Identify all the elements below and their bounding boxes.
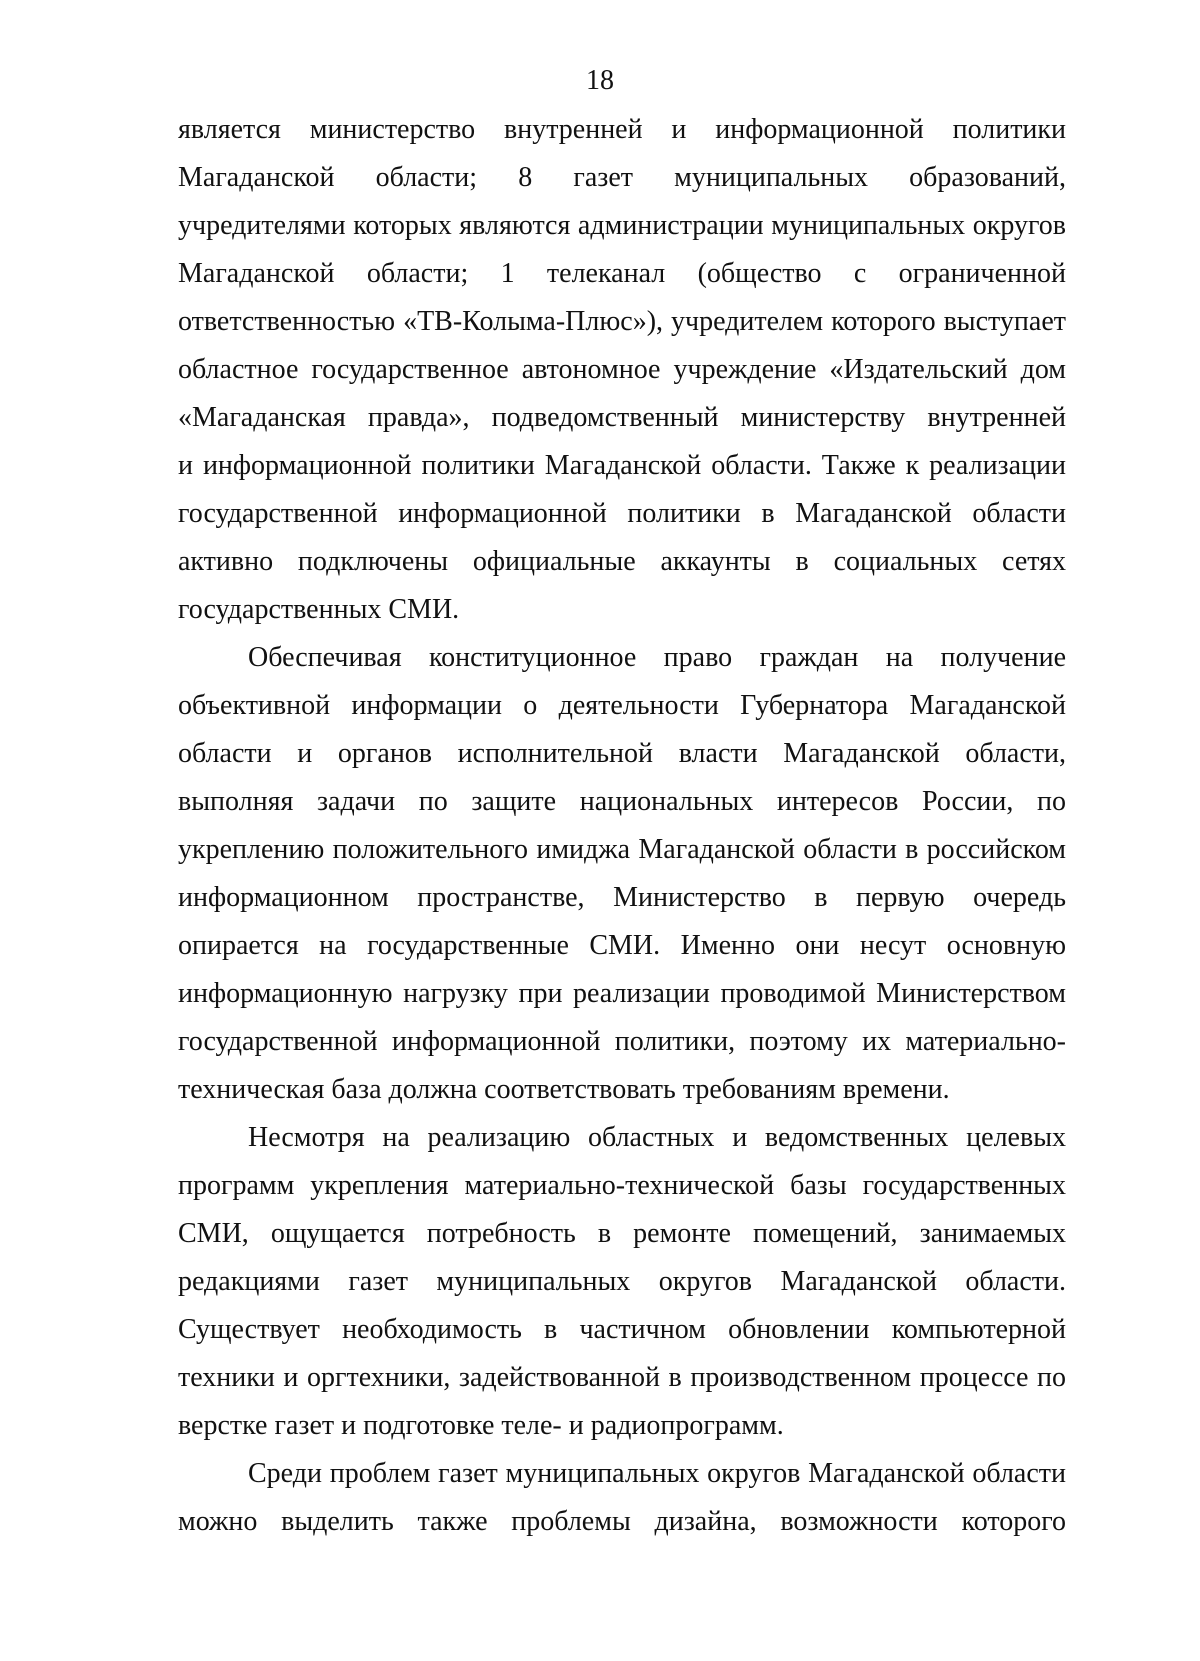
text-line: областное государственное автономное учреждение «Издательский дом (178, 354, 1066, 385)
text-line: техники и оргтехники, задействованной в производственном процессе по (178, 1362, 1066, 1393)
text-line: редакциями газет муниципальных округов Магаданской области. (178, 1266, 1066, 1297)
text-line: Среди проблем газет муниципальных округов Магаданской области (248, 1458, 1066, 1489)
text-line: опирается на государственные СМИ. Именно они несут основную (178, 930, 1066, 961)
text-line: выполняя задачи по защите национальных интересов России, по (178, 786, 1066, 817)
text-line: области и органов исполнительной власти Магаданской области, (178, 738, 1066, 769)
text-line: Магаданской области; 1 телеканал (общество с ограниченной (178, 258, 1066, 289)
text-line: государственной информационной политики в Магаданской области (178, 498, 1066, 529)
text-line: «Магаданская правда», подведомственный министерству внутренней (178, 402, 1066, 433)
text-line: является министерство внутренней и информационной политики (178, 114, 1066, 145)
body-text (178, 106, 1066, 1546)
text-line: верстке газет и подготовке теле- и радиопрограмм. (178, 1410, 784, 1441)
text-line: Несмотря на реализацию областных и ведомственных целевых (248, 1122, 1066, 1153)
text-line: информационную нагрузку при реализации проводимой Министерством (178, 978, 1066, 1009)
page-number: 18 (586, 65, 614, 96)
text-line: можно выделить также проблемы дизайна, возможности которого (178, 1506, 1066, 1537)
text-line: государственной информационной политики, поэтому их материально- (178, 1026, 1066, 1057)
text-line: и информационной политики Магаданской области. Также к реализации (178, 450, 1066, 481)
text-line: Существует необходимость в частичном обновлении компьютерной (178, 1314, 1066, 1345)
text-line: техническая база должна соответствовать требованиям времени. (178, 1074, 950, 1105)
text-line: Магаданской области; 8 газет муниципальных образований, (178, 162, 1066, 193)
text-line: СМИ, ощущается потребность в ремонте помещений, занимаемых (178, 1218, 1066, 1249)
text-line: государственных СМИ. (178, 594, 460, 625)
text-line: ответственностью «ТВ-Колыма-Плюс»), учредителем которого выступает (178, 306, 1066, 337)
text-line: учредителями которых являются администрации муниципальных округов (178, 210, 1066, 241)
text-line: Обеспечивая конституционное право граждан на получение (248, 642, 1066, 673)
text-line: активно подключены официальные аккаунты в социальных сетях (178, 546, 1066, 577)
text-line: информационном пространстве, Министерство в первую очередь (178, 882, 1066, 913)
text-line: программ укрепления материально-технической базы государственных (178, 1170, 1066, 1201)
text-line: объективной информации о деятельности Губернатора Магаданской (178, 690, 1066, 721)
text-line: укреплению положительного имиджа Магаданской области в российском (178, 834, 1066, 865)
